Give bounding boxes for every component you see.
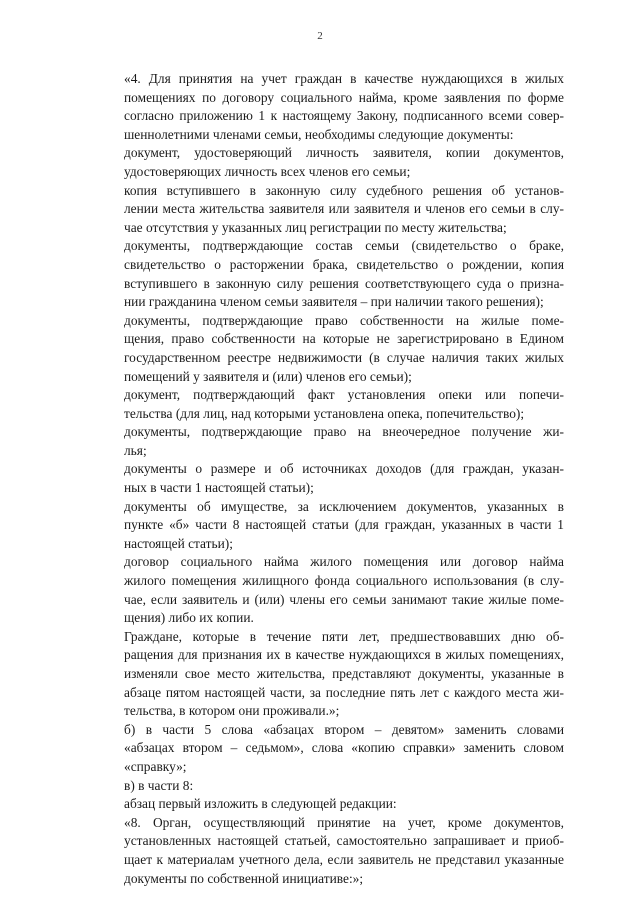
text-line: удостоверяющих личность всех членов его семьи; [124,163,411,179]
text-line: жилого помещения жилищного фонда социального использования (в слу- [124,573,564,589]
paragraph-p4 [88,237,564,311]
text-line: нии гражданина членом семьи заявителя – при наличии такого решения); [124,294,544,310]
text-line: щения, право собственности на которые не зарегистрировано в Едином [124,331,564,347]
text-line: «4. Для принятия на учет граждан в качестве нуждающихся в жилых [124,71,564,86]
text-line: документы по собственной инициативе:»; [124,870,364,886]
paragraph-p3 [88,182,564,238]
paragraph-p12 [88,721,564,777]
page-number: 2 [317,30,323,42]
text-line: шеннолетними членами семьи, необходимы следующие документы: [124,126,514,142]
text-line: вступившего в законную силу решения соответствующего суда о призна- [124,275,564,291]
text-line: настоящей статьи); [124,535,233,551]
paragraph-p5 [88,312,564,386]
paragraph-p2 [88,144,564,181]
text-line: ращения для признания их в качестве нуждающихся в жилых помещениях, [124,647,564,663]
text-line: чае, если заявитель и (или) члены его семьи занимают такие жилые поме- [124,591,564,607]
text-line: установленных настоящей статьей, самостоятельно запрашивает и приоб- [124,833,564,849]
paragraph-p8 [88,460,564,497]
text-line: в) в части 8: [124,777,194,793]
paragraph-p10 [88,553,564,627]
text-line: «8. Орган, осуществляющий принятие на учет, кроме документов, [124,814,564,830]
paragraph-p11 [88,628,564,721]
text-line: свидетельство о расторжении брака, свидетельство о рождении, копия [124,256,564,272]
text-line: документы об имуществе, за исключением документов, указанных в [124,498,564,514]
text-line: абзац первый изложить в следующей редакции: [124,796,397,812]
text-line: пункте «б» части 8 настоящей статьи (для граждан, указанных в части 1 [124,517,564,533]
text-line: изменяли свое место жительства, представляют документы, указанные в [124,666,564,681]
text-line: документ, подтверждающий факт установления опеки или попечи- [124,387,564,403]
text-line: ных в части 1 настоящей статьи); [124,480,314,496]
document-body [88,70,564,888]
text-line: документы, подтверждающие право собственности на жилые поме- [124,312,564,328]
text-line: щает к материалам учетного дела, если заявитель не представил указанные [124,851,564,867]
text-line: документы, подтверждающие состав семьи (свидетельство о браке, [124,238,564,254]
text-line: лении места жительства заявителя или заявителя и членов его семьи в слу- [124,201,564,217]
text-line: государственном реестре недвижимости (в случае наличия таких жилых [124,349,564,365]
text-line: документы, подтверждающие право на внеочередное получение жи- [124,424,564,440]
text-line: Граждане, которые в течение пяти лет, предшествовавших дню об- [124,628,564,644]
text-line: чае отсутствия у указанных лиц регистрации по месту жительства; [124,219,507,235]
paragraph-p15 [88,814,564,888]
text-line: тельства (для лиц, над которыми установлена опека, попечительство); [124,405,525,421]
paragraph-p9 [88,498,564,554]
text-line: договор социального найма жилого помещения или договор найма [124,554,564,570]
paragraph-p1 [88,70,564,144]
text-line: помещений у заявителя и (или) членов его семьи); [124,368,412,384]
paragraph-p14 [88,795,564,814]
text-line: тельства, в котором они проживали.»; [124,703,340,719]
text-line: копия вступившего в законную силу судебного решения об установ- [124,182,564,198]
text-line: б) в части 5 слова «абзацах втором – девятом» заменить словами [124,721,564,737]
text-line: документ, удостоверяющий личность заявителя, копии документов, [124,145,564,161]
text-line: помещениях по договору социального найма, кроме заявления по форме [124,89,564,105]
text-line: документы о размере и об источниках доходов (для граждан, указан- [124,461,564,477]
text-line: абзаце пятом настоящей части, за последние пять лет с каждого места жи- [124,684,564,700]
text-line: щения) либо их копии. [124,610,254,626]
paragraph-p7 [88,423,564,460]
text-line: согласно приложению 1 к настоящему Закону, подписанного всеми совер- [124,108,564,124]
text-line: лья; [124,442,147,458]
paragraph-p13 [88,777,564,796]
text-line: «абзацах втором – седьмом», слова «копию справки» заменить словом [124,740,564,756]
text-line: «справку»; [124,758,187,774]
paragraph-p6 [88,386,564,423]
